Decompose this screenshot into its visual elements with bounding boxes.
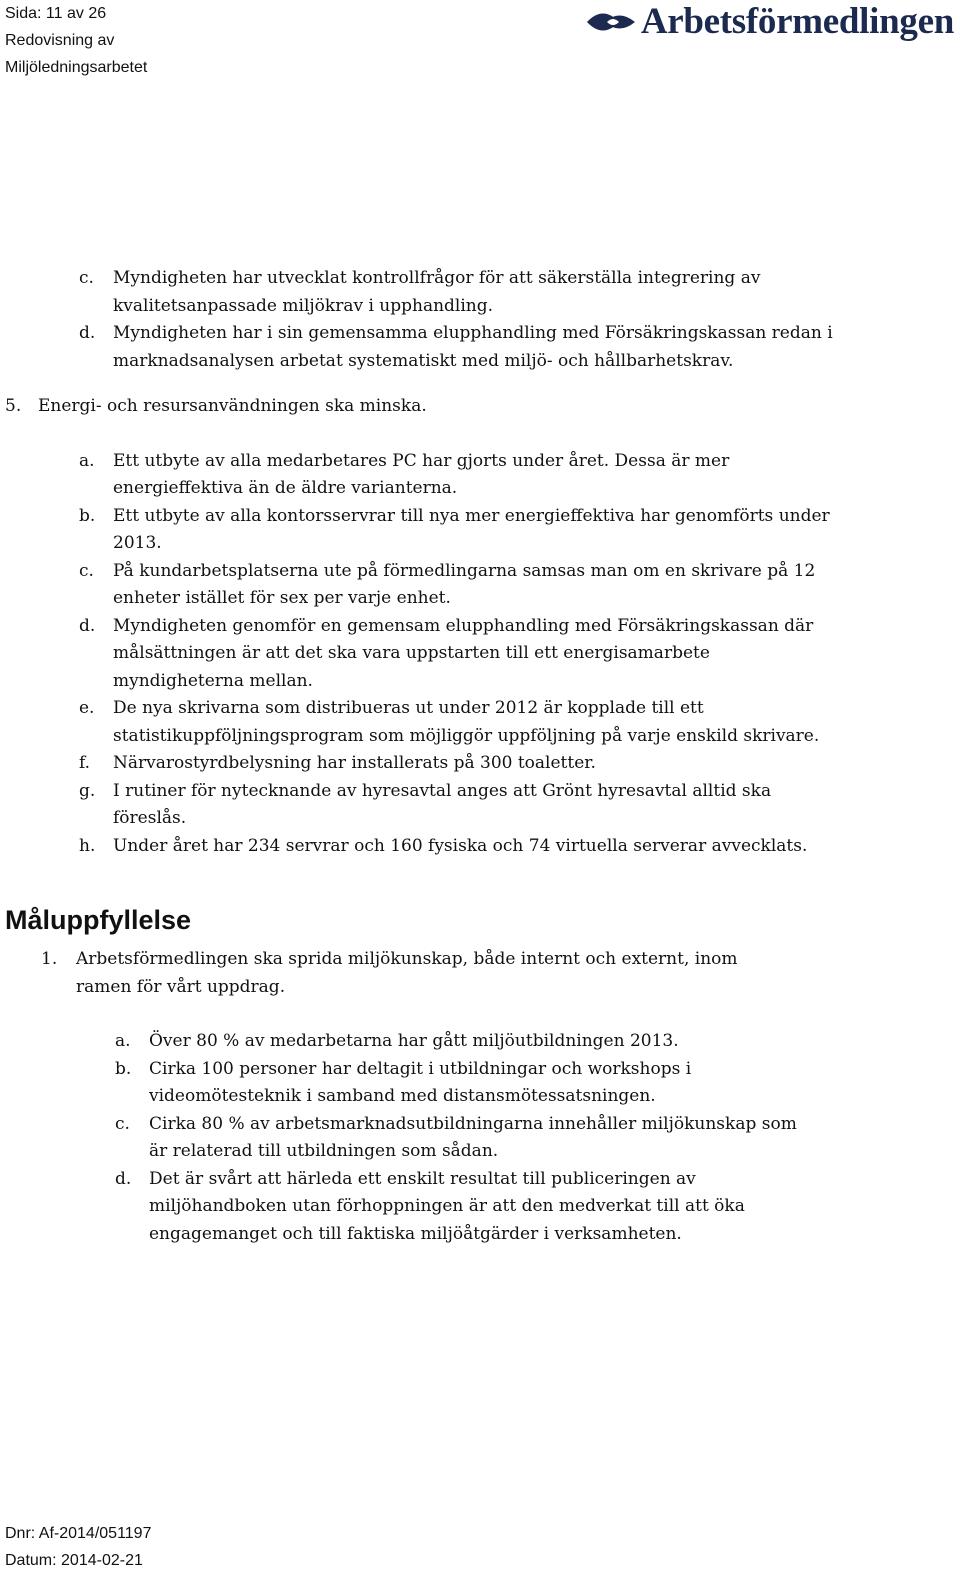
list-marker: f. [79, 753, 91, 773]
goal-number: 1. [41, 949, 58, 969]
list-item [0, 778, 960, 833]
list-item [0, 1166, 960, 1249]
document-date: Datum: 2014-02-21 [5, 1552, 143, 1569]
goal-text: Energi- och resursanvändningen ska minska. [38, 396, 427, 416]
report-title-line2: Miljöledningsarbetet [5, 59, 148, 76]
list-marker: g. [79, 780, 96, 801]
list-marker: h. [79, 835, 96, 856]
list-item [0, 558, 960, 613]
list-item [0, 448, 960, 503]
list-marker: e. [79, 698, 95, 718]
list-text: Ett utbyte av alla medarbetares PC har gjorts under året. Dessa är mer energieffektiva än de äldre varianterna. [113, 450, 730, 498]
list-item [0, 1056, 960, 1111]
header-meta [5, 0, 147, 81]
list-item [0, 503, 960, 558]
list-text: Över 80 % av medarbetarna har gått miljöutbildningen 2013. [149, 1031, 679, 1051]
list-marker: c. [115, 1113, 130, 1134]
list-item [0, 613, 960, 696]
logo-wordmark: Arbetsförmedlingen [640, 1, 954, 42]
agency-logo [585, 2, 954, 42]
list-text: Ett utbyte av alla kontorsservrar till nya mer energieffektiva har genomförts under 2013. [113, 505, 830, 553]
list-marker: b. [115, 1058, 132, 1079]
diary-number: Dnr: Af-2014/051197 [5, 1525, 152, 1542]
list-text: Cirka 100 personer har deltagit i utbildningar och workshops i videomötesteknik i samband med distansmötessatsningen. [149, 1058, 692, 1106]
list-item [0, 1111, 960, 1166]
list-marker: a. [115, 1031, 131, 1051]
list-item [0, 1028, 960, 1056]
list-text: Under året har 234 servrar och 160 fysiska och 74 virtuella serverar avvecklats. [113, 835, 808, 856]
section-heading: Måluppfyllelse [5, 905, 192, 935]
list-text: De nya skrivarna som distribueras ut under 2012 är kopplade till ett statistikuppföljningsprogram som möjliggör uppföljning på varje enskild skrivare. [113, 698, 820, 746]
list-text: På kundarbetsplatserna ute på förmedlingarna samsas man om en skrivare på 12 enheter istället för sex per varje enhet. [113, 560, 816, 608]
goal-1 [0, 946, 960, 1001]
list-text: Myndigheten har i sin gemensamma elupphandling med Försäkringskassan redan i marknadsanalysen arbetat systematiskt med miljö- och hållbarhetskrav. [113, 323, 833, 371]
list-item [0, 750, 960, 778]
list-text: Myndigheten har utvecklat kontrollfrågor för att säkerställa integrering av kvalitetsanpassade miljökrav i upphandling. [113, 268, 761, 316]
list-text: I rutiner för nytecknande av hyresavtal anges att Grönt hyresavtal alltid ska föreslås. [113, 780, 772, 828]
list-marker: d. [79, 615, 96, 636]
list-text: Närvarostyrdbelysning har installerats på 300 toaletter. [113, 753, 596, 773]
logo-mark-icon [585, 7, 637, 37]
report-title-line1: Redovisning av [5, 32, 115, 49]
list-item [0, 265, 960, 320]
list-marker: d. [79, 323, 96, 343]
list-item [0, 695, 960, 750]
goal-number: 5. [5, 396, 22, 416]
goal-5 [0, 393, 960, 421]
list-text: Det är svårt att härleda ett enskilt resultat till publiceringen av miljöhandboken utan förhoppningen är att den medverkat till att öka engagemanget och till faktiska miljöåtgärder i verksamheten. [149, 1168, 745, 1244]
document-footer [5, 1520, 151, 1574]
list-text: Cirka 80 % av arbetsmarknadsutbildningarna innehåller miljökunskap som är relaterad till utbildningen som sådan. [149, 1113, 797, 1161]
list-marker: c. [79, 268, 94, 288]
page-number: Sida: 11 av 26 [5, 5, 107, 22]
list-item [0, 320, 960, 375]
list-text: Myndigheten genomför en gemensam elupphandling med Försäkringskassan där målsättningen är att det ska vara uppstarten till ett energisamarbete myndigheterna mellan. [113, 615, 814, 691]
list-marker: c. [79, 560, 94, 581]
document-body [0, 265, 960, 1248]
list-marker: b. [79, 505, 96, 526]
goal-text: Arbetsförmedlingen ska sprida miljökunskap, både internt och externt, inom ramen för vårt uppdrag. [76, 949, 738, 997]
list-marker: a. [79, 450, 95, 471]
list-marker: d. [115, 1168, 132, 1189]
list-item [0, 833, 960, 861]
